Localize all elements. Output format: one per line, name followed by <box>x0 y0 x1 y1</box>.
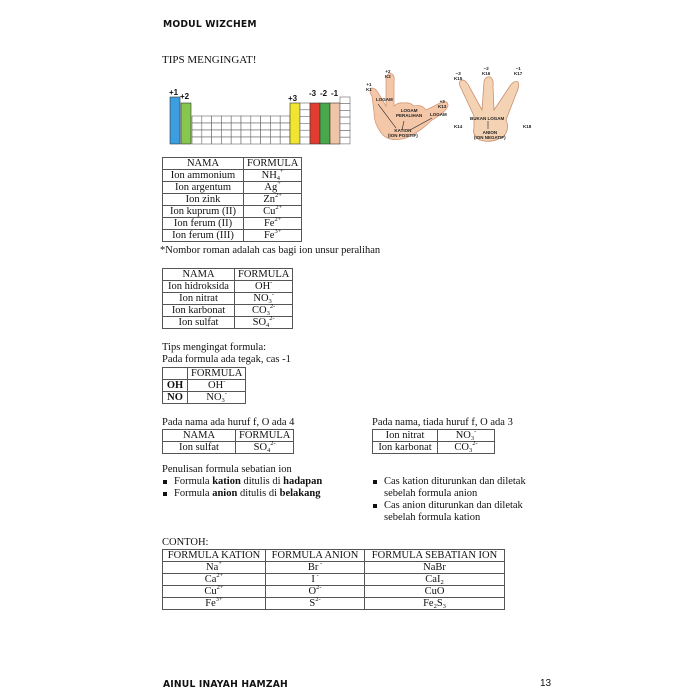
cation-table <box>162 157 302 242</box>
table-row <box>163 392 246 404</box>
ion-name: Ion sulfat <box>163 317 235 329</box>
tip-no-f-caption: Pada nama, tiada huruf f, O ada 3 <box>372 417 513 428</box>
grid-cell <box>231 116 241 123</box>
rule-anion-back: Formula anion ditulis di belakang <box>162 488 322 500</box>
grid-cell <box>231 137 241 144</box>
group13-column <box>290 103 300 144</box>
grid-cell <box>202 123 212 130</box>
grid-cell <box>270 123 280 130</box>
header-nama: NAMA <box>163 158 244 170</box>
table-header-row <box>163 550 505 562</box>
cation-formula: $Cu^{2+}$ <box>163 586 266 598</box>
grid-cell <box>340 97 350 104</box>
ion-formula <box>244 182 302 194</box>
k1-label: +1 K1 <box>366 82 372 92</box>
grid-cell <box>241 123 251 130</box>
ion-formula <box>244 194 302 206</box>
hand-anion-illustration <box>452 64 537 146</box>
compound-formula: $Fe_2S_3$ <box>365 598 505 610</box>
header-nama: NAMA <box>163 269 235 281</box>
ion-formula <box>438 442 495 454</box>
grid-cell <box>340 104 350 111</box>
cation-formula: $Ca^{2+}$ <box>163 574 266 586</box>
header-formula: FORMULA <box>244 158 302 170</box>
header-sebatian: FORMULA SEBATIAN ION <box>365 550 505 562</box>
header-formula: FORMULA <box>188 368 246 380</box>
grid-cell <box>261 130 271 137</box>
table-row <box>163 562 505 574</box>
formula: $Fe^{3+}$ <box>263 228 282 241</box>
footer-author: AINUL INAYAH HAMZAH <box>163 679 288 690</box>
ion-formula <box>244 218 302 230</box>
periodic-table-svg <box>166 86 356 148</box>
grid-cell <box>280 137 290 144</box>
grid-cell <box>192 123 202 130</box>
writing-rules-right <box>372 476 526 524</box>
ion-formula <box>235 293 293 305</box>
ion-formula <box>244 170 302 182</box>
tips-heading: TIPS MENGINGAT! <box>162 54 257 66</box>
grid-cell <box>340 117 350 124</box>
bukan-logam-label: BUKAN LOGAM <box>470 116 505 121</box>
grid-cell <box>202 116 212 123</box>
ion-name: Ion argentum <box>163 182 244 194</box>
grid-cell <box>212 130 222 137</box>
compound-formula: NaBr <box>365 562 505 574</box>
anion-table <box>162 268 293 329</box>
table-row <box>163 586 505 598</box>
tip-f-caption: Pada nama ada huruf f, O ada 4 <box>162 417 295 428</box>
grid-cell <box>212 116 222 123</box>
charge-label-plus3: +3 <box>288 94 298 103</box>
grid-cell <box>340 137 350 144</box>
group16-column <box>320 103 330 144</box>
grid-cell <box>241 130 251 137</box>
tips-formula-table <box>162 367 246 404</box>
ion-formula <box>236 442 294 454</box>
formula: $NO_3^-$ <box>206 390 227 404</box>
k13-label: +3 K13 <box>438 99 447 109</box>
grid-cell <box>221 137 231 144</box>
grid-cell <box>261 123 271 130</box>
k16-label: −2 K16 <box>482 66 491 76</box>
formula-key: NO <box>163 392 188 404</box>
anion-formula: I - <box>266 574 365 586</box>
formula: $SO_4^{2-}$ <box>252 315 275 329</box>
charge-label-minus3: -3 <box>309 89 317 98</box>
rule-anion-charge: Cas anion diturunkan dan diletak sebelah formula kation <box>372 500 526 524</box>
formula: $NH_4^+$ <box>261 168 284 182</box>
grid-cell <box>261 116 271 123</box>
k15-label: −3 K15 <box>454 71 463 81</box>
ion-formula <box>235 281 293 293</box>
tips-formula-title: Tips mengingat formula: <box>162 342 267 353</box>
cation-formula: Na+ <box>163 562 266 574</box>
ion-name: Ion ammonium <box>163 170 244 182</box>
ion-name: Ion nitrat <box>373 430 438 442</box>
group17-column <box>330 103 340 144</box>
table-row <box>163 380 246 392</box>
logam-label-2: LOGAM <box>430 112 447 117</box>
grid-cell <box>270 130 280 137</box>
ion-formula <box>244 206 302 218</box>
grid-cell <box>192 130 202 137</box>
grid-cell <box>270 116 280 123</box>
ion-name: Ion kuprum (II) <box>163 206 244 218</box>
grid-cell <box>221 116 231 123</box>
ion-formula <box>438 430 495 442</box>
formula: $NO_3^-$ <box>455 428 477 442</box>
hand-cation-illustration <box>362 66 452 146</box>
writing-rules-title: Penulisan formula sebatian ion <box>162 464 292 475</box>
grid-cell <box>280 123 290 130</box>
formula: $Zn^{2+}$ <box>263 192 282 205</box>
grid-cell <box>192 116 202 123</box>
group15-column <box>310 103 320 144</box>
table-row <box>163 230 302 242</box>
grid-cell <box>340 131 350 138</box>
grid-cell <box>221 123 231 130</box>
charge-label-plus1: +1 <box>169 88 179 97</box>
table-row <box>163 574 505 586</box>
rule-kation-charge: Cas kation diturunkan dan diletak sebelah formula anion <box>372 476 526 500</box>
table-row <box>163 442 294 454</box>
module-title: MODUL WIZCHEM <box>163 19 257 30</box>
formula: $Cu^{2+}$ <box>263 204 283 217</box>
compound-formula: CaI$_2$ <box>365 574 505 586</box>
grid-cell <box>231 130 241 137</box>
rule-kation-front: Formula kation ditulis di hadapan <box>162 476 322 488</box>
header-kation: FORMULA KATION <box>163 550 266 562</box>
grid-cell <box>212 123 222 130</box>
tip-f-table <box>162 429 294 454</box>
anion-formula: $O^{2-}$ <box>266 586 365 598</box>
tip-no-f-table <box>372 429 495 454</box>
anion-formula: $S^{2-}$ <box>266 598 365 610</box>
logam-label: LOGAM <box>376 97 393 102</box>
grid-cell <box>280 116 290 123</box>
charge-label-minus1: -1 <box>331 89 339 98</box>
table-row <box>163 317 293 329</box>
k17-label: −1 K17 <box>514 66 523 76</box>
anion-formula: Br - <box>266 562 365 574</box>
table-header-row <box>163 368 246 380</box>
grid-cell <box>192 137 202 144</box>
ion-name: Ion ferum (III) <box>163 230 244 242</box>
header-anion: FORMULA ANION <box>266 550 365 562</box>
charge-label-plus2: +2 <box>180 92 190 101</box>
periodic-table-graphic <box>166 86 356 148</box>
tips-formula-rule: Pada formula ada tegak, cas -1 <box>162 354 291 365</box>
compound-formula: CuO <box>365 586 505 598</box>
grid-cell <box>270 137 280 144</box>
k14-label: K14 <box>454 124 463 129</box>
contoh-title: CONTOH: <box>162 537 209 548</box>
grid-cell <box>251 137 261 144</box>
roman-numeral-note: *Nombor roman adalah cas bagi ion unsur peralihan <box>160 245 381 256</box>
formula: OH- <box>255 279 273 292</box>
grid-cell <box>241 116 251 123</box>
formula: $NO_3^-$ <box>253 291 274 305</box>
header-formula: FORMULA <box>235 269 293 281</box>
grid-cell <box>231 123 241 130</box>
ion-name: Ion hidroksida <box>163 281 235 293</box>
ion-name: Ion karbonat <box>373 442 438 454</box>
grid-cell <box>212 137 222 144</box>
transition-metal-grid <box>192 116 290 144</box>
group18-column <box>340 97 350 144</box>
grid-cell <box>280 130 290 137</box>
charge-label-minus2: -2 <box>320 89 328 98</box>
ion-name: Ion sulfat <box>163 442 236 454</box>
grid-cell <box>202 130 212 137</box>
grid-cell <box>340 110 350 117</box>
formula-value <box>188 380 246 392</box>
formula: Ag+ <box>264 180 281 193</box>
header-nama: NAMA <box>163 430 236 442</box>
logam-peralihan-label: LOGAM PERALIHAN <box>396 108 423 118</box>
contoh-table <box>162 549 505 610</box>
group1-column <box>170 97 180 144</box>
formula: $CO_3^{2-}$ <box>454 440 478 454</box>
ion-name: Ion zink <box>163 194 244 206</box>
header-empty <box>163 368 188 380</box>
ion-name: Ion karbonat <box>163 305 235 317</box>
formula: $Fe^{2+}$ <box>263 216 282 229</box>
formula-key: OH <box>163 380 188 392</box>
page-number: 13 <box>540 678 552 689</box>
ion-formula <box>244 230 302 242</box>
formula: $SO_4^{2-}$ <box>253 440 276 454</box>
grid-cell <box>241 137 251 144</box>
cation-formula: $Fe^{3+}$ <box>163 598 266 610</box>
writing-rules-left <box>162 476 322 500</box>
formula: $CO_3^{2-}$ <box>252 303 276 317</box>
table-header-row <box>163 269 293 281</box>
grid-cell <box>340 124 350 131</box>
k18-label: K18 <box>523 124 532 129</box>
table-row <box>373 442 495 454</box>
formula: OH- <box>208 378 226 391</box>
grid-cell <box>221 130 231 137</box>
grid-cell <box>202 137 212 144</box>
grid-cell <box>251 123 261 130</box>
ion-name: Ion ferum (II) <box>163 218 244 230</box>
formula-value <box>188 392 246 404</box>
anion-label: ANION (ION NEGATIF) <box>474 130 506 140</box>
ion-name: Ion nitrat <box>163 293 235 305</box>
table-row <box>163 598 505 610</box>
ion-formula <box>235 317 293 329</box>
group2-column <box>181 103 191 144</box>
k2-label: +2 K2 <box>385 69 391 79</box>
header-formula: FORMULA <box>236 430 294 442</box>
ion-formula <box>235 305 293 317</box>
grid-cell <box>261 137 271 144</box>
grid-cell <box>251 116 261 123</box>
grid-cell <box>251 130 261 137</box>
kation-label: KATION (ION POSITIF) <box>388 128 418 138</box>
